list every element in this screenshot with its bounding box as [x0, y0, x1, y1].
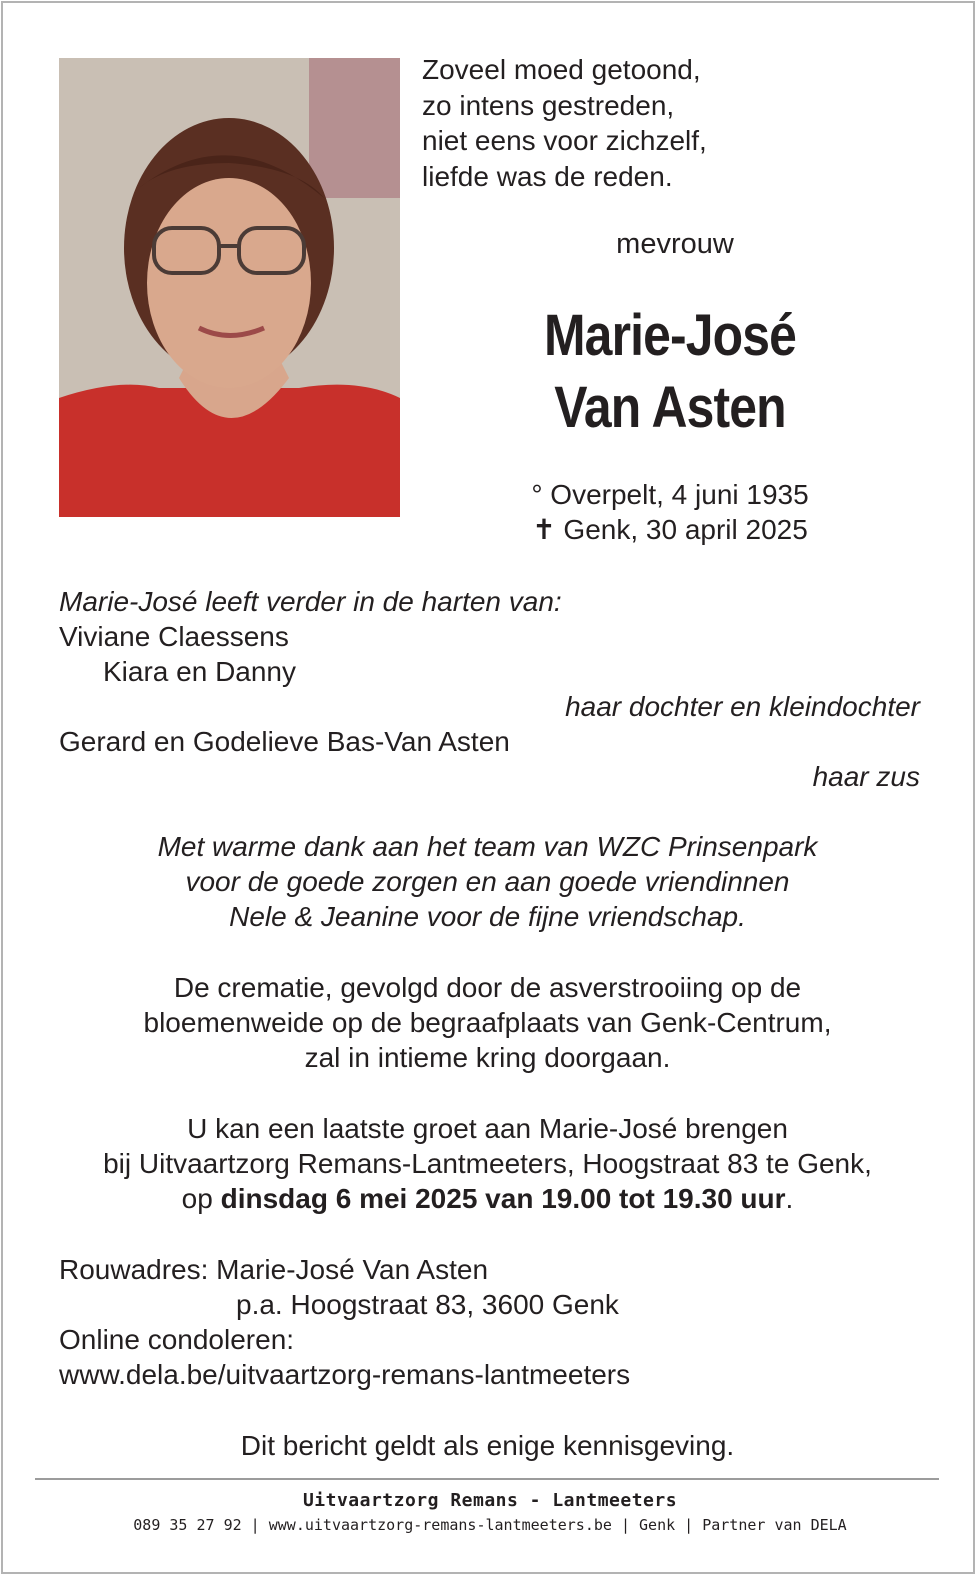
cremation-line: zal in intieme kring doorgaan.	[304, 1042, 671, 1073]
condolence-url[interactable]: www.dela.be/uitvaartzorg-remans-lantmeeters	[59, 1359, 631, 1390]
footer-contact: 089 35 27 92 | www.uitvaartzorg-remans-lantmeeters.be | Genk | Partner van DELA	[133, 1516, 847, 1534]
visit-line-2: bij Uitvaartzorg Remans-Lantmeeters, Hoogstraat 83 te Genk,	[103, 1148, 872, 1179]
family-intro: Marie-José leeft verder in de harten van:	[59, 586, 562, 617]
footer-company: Uitvaartzorg Remans - Lantmeeters	[302, 1490, 678, 1511]
visit-datetime: dinsdag 6 mei 2025 van 19.00 tot 19.30 uur	[220, 1183, 786, 1214]
name-last: Van Asten	[554, 375, 786, 440]
family-person-1: Viviane Claessens	[59, 621, 289, 652]
visit-suffix: .	[785, 1183, 794, 1214]
footer-divider	[35, 1478, 939, 1480]
thanks-line: voor de goede zorgen en aan goede vriendinnen	[185, 866, 790, 897]
poem-line: zo intens gestreden,	[422, 89, 675, 121]
family-person-2: Gerard en Godelieve Bas-Van Asten	[59, 726, 510, 757]
poem	[422, 52, 707, 194]
poem-line: niet eens voor zichzelf,	[422, 125, 707, 156]
visit-prefix: op	[181, 1183, 221, 1214]
visit-line-1: U kan een laatste groet aan Marie-José brengen	[187, 1113, 788, 1144]
family-relation-1: haar dochter en kleindochter	[565, 691, 920, 722]
dates	[470, 477, 870, 547]
family-relation-2: haar zus	[812, 761, 920, 792]
notice-text: Dit bericht geldt als enige kennisgeving.	[240, 1430, 735, 1461]
family-children-1: Kiara en Danny	[103, 656, 297, 687]
cremation-line: bloemenweide op de begraafplaats van Genk-Centrum,	[143, 1007, 832, 1038]
portrait-photo	[59, 58, 400, 517]
thanks-line: Nele & Jeanine voor de fijne vriendschap.	[229, 901, 746, 932]
birth-date: ° Overpelt, 4 juni 1935	[531, 479, 809, 510]
visit-line-3	[40, 1181, 935, 1216]
address-line-2: p.a. Hoogstraat 83, 3600 Genk	[236, 1289, 619, 1320]
deceased-name	[498, 300, 842, 444]
address-line-1: Rouwadres: Marie-José Van Asten	[59, 1254, 489, 1285]
online-condolence-label: Online condoleren:	[59, 1324, 295, 1355]
poem-line: Zoveel moed getoond,	[422, 54, 701, 85]
title-word: mevrouw	[616, 228, 734, 260]
cremation-line: De crematie, gevolgd door de asverstrooiing op de	[173, 972, 802, 1003]
thanks-line: Met warme dank aan het team van WZC Prinsenpark	[157, 831, 818, 862]
death-date: ✝ Genk, 30 april 2025	[532, 514, 808, 545]
name-first: Marie-José	[543, 303, 797, 368]
poem-line: liefde was de reden.	[422, 160, 673, 192]
